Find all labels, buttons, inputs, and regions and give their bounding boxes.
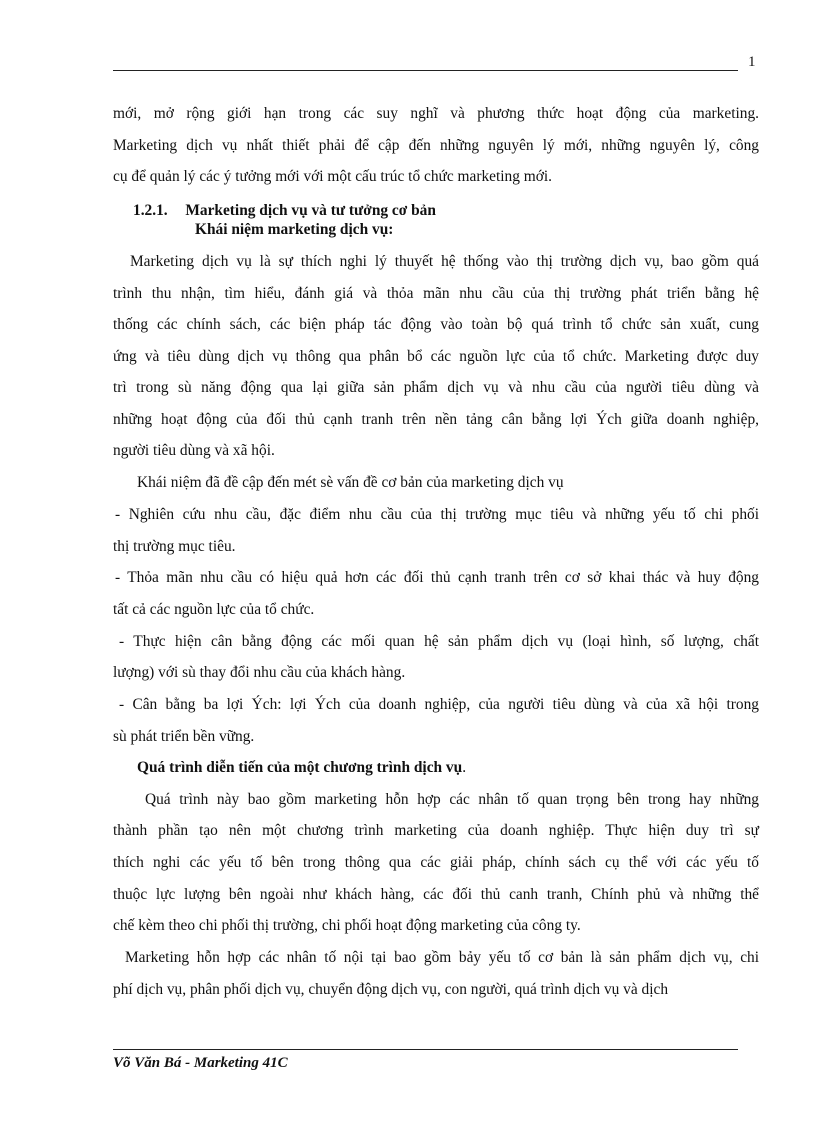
header-rule — [113, 70, 738, 71]
footer-rule — [113, 1049, 738, 1050]
subheading-2-text: Quá trình diễn tiến của một chương trình dịch vụ — [137, 759, 463, 776]
section-heading — [133, 201, 779, 221]
text-line: - Thỏa mãn nhu cầu có hiệu quả hơn các đối thủ cạnh tranh trên cơ sở khai thác và huy động — [115, 569, 759, 586]
subheading-2-period: . — [462, 759, 467, 776]
text-line: - Thực hiện cân bằng động các mối quan hệ sản phẩm dịch vụ (loại hình, số lượng, chất — [119, 633, 759, 650]
text-line: phí dịch vụ, phân phối dịch vụ, chuyển động dịch vụ, con người, quá trình dịch vụ và dịch — [113, 981, 669, 998]
text-line: thuộc lực lượng bên ngoài như khách hàng, các đối thủ canh tranh, Chính phủ và những thể — [113, 886, 759, 903]
text-line: Quá trình này bao gồm marketing hỗn hợp các nhân tố quan trọng bên trong hay những — [145, 791, 759, 808]
text-line: người tiêu dùng và xã hội. — [113, 442, 275, 459]
text-line: tất cả các nguồn lực của tổ chức. — [113, 601, 315, 618]
text-line: chế kèm theo chi phối thị trường, chi phối hoạt động marketing của công ty. — [113, 917, 581, 934]
footer-text: Võ Văn Bá - Marketing 41C — [113, 1055, 288, 1071]
subheading: Khái niệm marketing dịch vụ: — [195, 221, 394, 238]
text-line: sù phát triển bền vững. — [113, 728, 255, 745]
text-line: thống các chính sách, các biện pháp tác động vào toàn bộ quá trình tổ chức sản xuất, cung — [113, 316, 759, 333]
text-line: thị trường mục tiêu. — [113, 538, 236, 555]
text-line: ứng và tiêu dùng dịch vụ thông qua phân bổ các nguồn lực của tổ chức. Marketing được duy — [113, 348, 759, 365]
text-line: Marketing dịch vụ là sự thích nghi lý thuyết hệ thống vào thị trường dịch vụ, bao gồm quá — [130, 253, 759, 270]
text-line: những hoạt động của đối thủ cạnh tranh trên nền tảng cân bằng lợi Ých giữa doanh nghiệp, — [113, 411, 759, 428]
text-line: Marketing hỗn hợp các nhân tố nội tại bao gồm bảy yếu tố cơ bản là sản phẩm dịch vụ, chi — [125, 949, 759, 966]
text-line: - Nghiên cứu nhu cầu, đặc điểm nhu cầu của thị trường mục tiêu và những yếu tố chi phối — [115, 506, 759, 523]
section-number: 1.2.1. — [133, 202, 168, 219]
page-number: 1 — [748, 54, 756, 70]
text-line: trì trong sù năng động qua lại giữa sản phẩm dịch vụ và nhu cầu của người tiêu dùng và — [113, 379, 759, 396]
section-title: Marketing dịch vụ và tư tưởng cơ bản — [185, 202, 436, 219]
text-line: - Cân bằng ba lợi Ých: lợi Ých của doanh nghiệp, của người tiêu dùng và của xã hội trong — [119, 696, 759, 713]
text-line: mới, mở rộng giới hạn trong các suy nghĩ và phương thức hoạt động của marketing. — [113, 105, 759, 122]
text-line: Marketing dịch vụ nhất thiết phải để cập đến những nguyên lý mới, những nguyên lý, công — [113, 137, 759, 154]
subheading-2 — [137, 758, 783, 778]
text-line: thành phần tạo nên một chương trình marketing của doanh nghiệp. Thực hiện duy trì sự — [113, 822, 759, 839]
text-line: trình thu nhận, tìm hiểu, đánh giá và thỏa mãn nhu cầu của thị trường phát triển bằng hệ — [113, 285, 759, 302]
text-line: cụ để quản lý các ý tưởng mới với một cấu trúc tổ chức marketing mới. — [113, 168, 553, 185]
text-line: thích nghi các yếu tố bên trong thông qua các giải pháp, chính sách cụ thể với các yếu tố — [113, 854, 759, 871]
text-line: lượng) với sù thay đổi nhu cầu của khách hàng. — [113, 664, 406, 681]
paragraph-3: Khái niệm đã đề cập đến mét sè vấn đề cơ bản của marketing dịch vụ — [137, 474, 564, 491]
